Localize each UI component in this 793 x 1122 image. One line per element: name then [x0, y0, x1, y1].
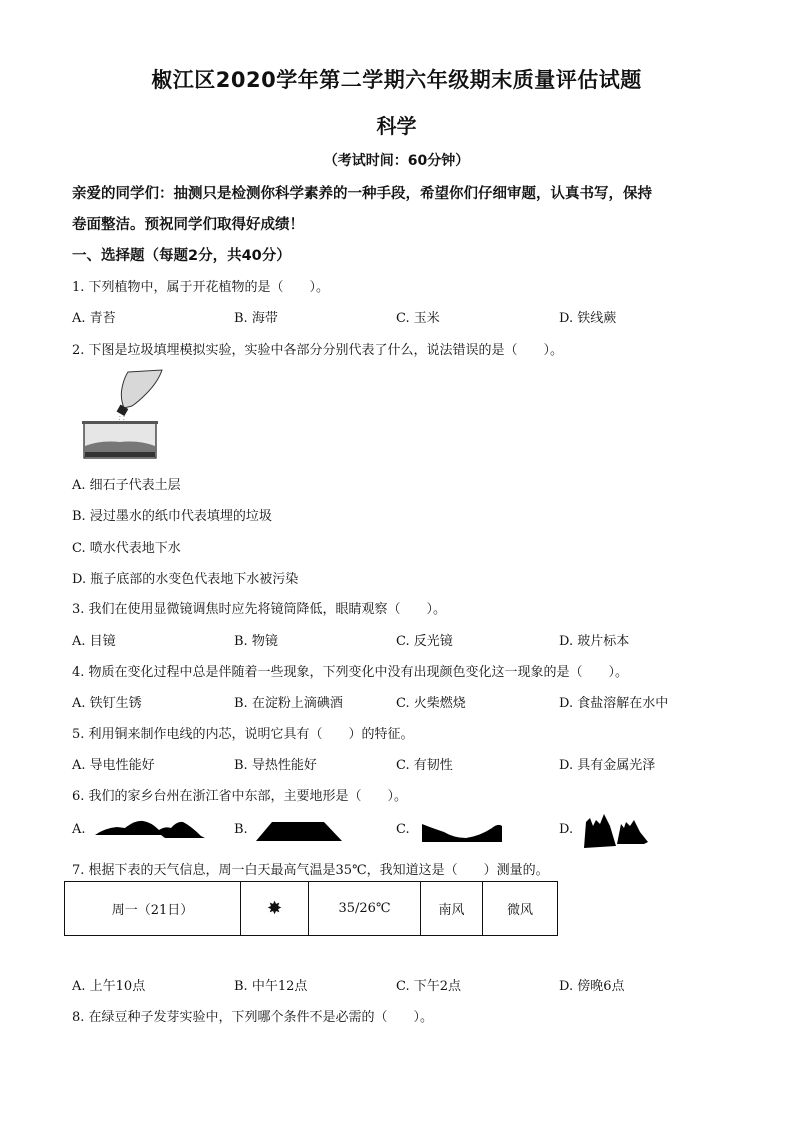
question-1-option-a: A. 青苔 [72, 311, 116, 326]
question-2-option-a: A. 细石子代表土层 [72, 478, 181, 493]
question-5-option-b: B. 导热性能好 [234, 758, 317, 773]
question-6-option-c-label: C. [396, 822, 410, 837]
question-3-option-a: A. 目镜 [72, 634, 116, 649]
weather-icon-cell [241, 882, 309, 936]
question-2-stem: 2. 下图是垃圾填埋模拟实验，实验中各部分分别代表了什么，说法错误的是（ ）。 [72, 343, 564, 358]
question-1-option-b: B. 海带 [234, 311, 278, 326]
question-4-stem: 4. 物质在变化过程中总是伴随着一些现象，下列变化中没有出现颜色变化这一现象的是（ ）。 [72, 665, 629, 680]
mountains-icon [584, 812, 654, 850]
question-3-stem: 3. 我们在使用显微镜调焦时应先将镜筒降低，眼睛观察（ ）。 [72, 602, 447, 617]
weather-wind-strength-cell: 微风 [483, 882, 558, 936]
question-5-stem: 5. 利用铜来制作电线的内芯，说明它具有（ ）的特征。 [72, 727, 414, 742]
question-7-option-c: C. 下午2点 [396, 979, 462, 994]
question-7-stem: 7. 根据下表的天气信息，周一白天最高气温是35℃，我知道这是（ ）测量的。 [72, 863, 549, 878]
question-8-stem: 8. 在绿豆种子发芽实验中，下列哪个条件不是必需的（ ）。 [72, 1010, 434, 1025]
exam-title: 椒江区2020学年第二学期六年级期末质量评估试题 [151, 68, 642, 92]
basin-icon [422, 820, 504, 844]
rolling-hills-icon [95, 818, 207, 840]
question-5-option-d: D. 具有金属光泽 [559, 758, 656, 773]
question-6-stem: 6. 我们的家乡台州在浙江省中东部，主要地形是（ ）。 [72, 789, 408, 804]
question-5-option-a: A. 导电性能好 [72, 758, 155, 773]
question-5-option-c: C. 有韧性 [396, 758, 453, 773]
question-3-option-b: B. 物镜 [234, 634, 278, 649]
question-4-option-b: B. 在淀粉上滴碘酒 [234, 696, 343, 711]
question-3-option-c: C. 反光镜 [396, 634, 453, 649]
weather-temperature-cell: 35/26℃ [309, 882, 421, 936]
sunny-icon: ✸ [266, 898, 283, 919]
section-heading: 一、选择题（每题2分，共40分） [72, 248, 291, 264]
intro-line-1: 亲爱的同学们：抽测只是检测你科学素养的一种手段，希望你们仔细审题，认真书写，保持 [72, 186, 652, 202]
question-1-stem: 1. 下列植物中，属于开花植物的是（ ）。 [72, 280, 330, 295]
landfill-experiment-image [80, 368, 165, 460]
question-1-option-c: C. 玉米 [396, 311, 440, 326]
question-6-option-d-label: D. [559, 822, 574, 837]
question-6-option-a-label: A. [72, 822, 86, 837]
question-2-option-c: C. 喷水代表地下水 [72, 541, 181, 556]
question-1-option-d: D. 铁线蕨 [559, 311, 617, 326]
weather-wind-direction-cell: 南风 [421, 882, 483, 936]
subject-title: 科学 [376, 114, 417, 138]
question-7-option-d: D. 傍晚6点 [559, 979, 625, 994]
question-4-option-a: A. 铁钉生锈 [72, 696, 142, 711]
plateau-icon [256, 820, 344, 842]
intro-line-2: 卷面整洁。预祝同学们取得好成绩！ [72, 217, 304, 233]
question-2-option-b: B. 浸过墨水的纸巾代表填埋的垃圾 [72, 509, 272, 524]
question-7-option-b: B. 中午12点 [234, 979, 308, 994]
weather-table [64, 881, 558, 936]
question-7-option-a: A. 上午10点 [72, 979, 146, 994]
question-3-option-d: D. 玻片标本 [559, 634, 630, 649]
question-2-option-d: D. 瓶子底部的水变色代表地下水被污染 [72, 572, 299, 587]
question-4-option-d: D. 食盐溶解在水中 [559, 696, 669, 711]
question-4-option-c: C. 火柴燃烧 [396, 696, 466, 711]
exam-time: （考试时间：60分钟） [323, 153, 470, 169]
question-6-option-b-label: B. [234, 822, 248, 837]
weather-day-cell: 周一（21日） [65, 882, 241, 936]
